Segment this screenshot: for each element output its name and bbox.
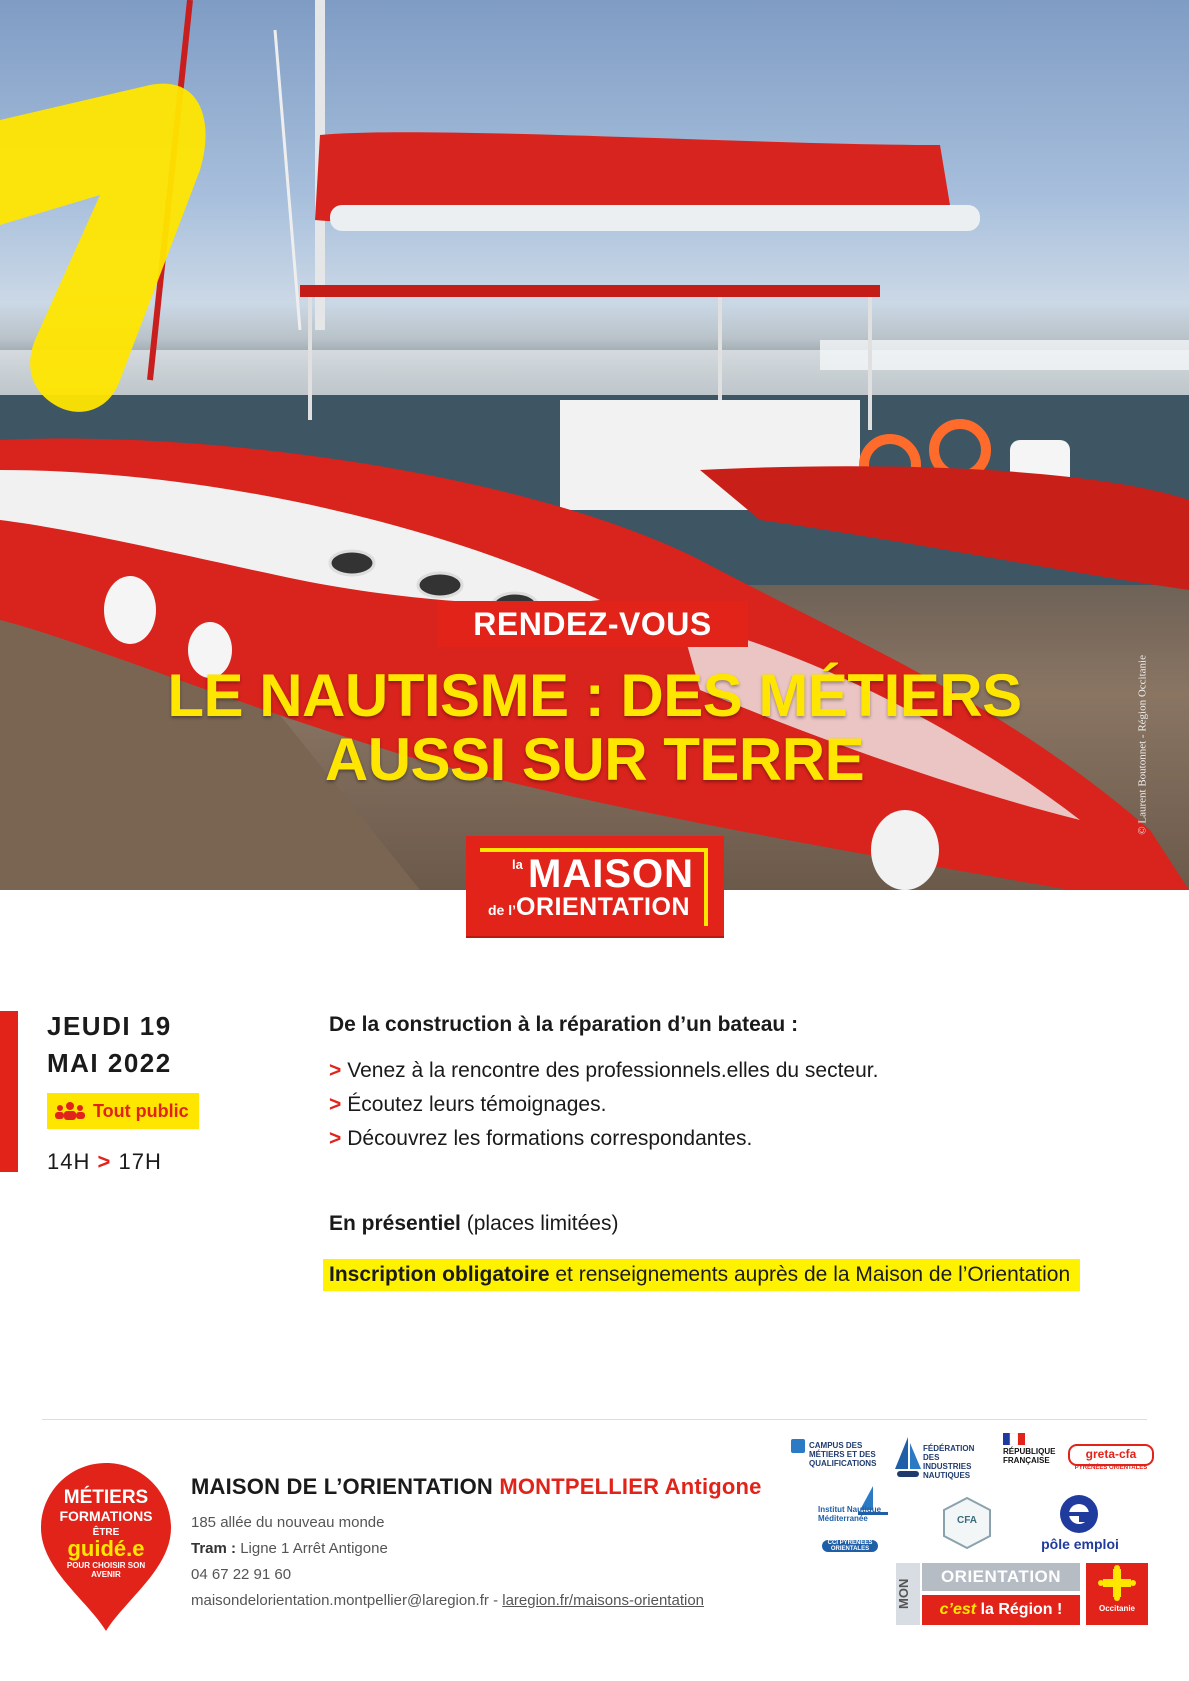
partner-federation: FÉDÉRATION DES INDUSTRIES NAUTIQUES (923, 1444, 975, 1480)
partner-greta-sub: PYRÉNÉES ORIENTALES (1074, 1465, 1148, 1471)
phone: 04 67 22 91 60 (191, 1566, 292, 1583)
partner-campus: CAMPUS DES MÉTIERS ET DES QUALIFICATIONS (809, 1441, 877, 1468)
metiers-formations-pin-logo (38, 1461, 174, 1633)
sailboat-icon (895, 1437, 921, 1481)
attendance-mode (329, 1212, 618, 1236)
campus-logo-icon (791, 1439, 805, 1453)
chevron-right-icon: > (329, 1127, 342, 1150)
pin-line-3: ÊTRE (92, 1527, 120, 1538)
org-name: MAISON DE L’ORIENTATION (191, 1474, 494, 1499)
email-link[interactable]: maisondelorientation.montpellier@laregion.fr (191, 1592, 489, 1609)
pin-line-1: MÉTIERS (63, 1487, 149, 1508)
chevron-right-icon: > (329, 1059, 342, 1082)
partner-institut: Institut Nautique Méditerranée (818, 1505, 882, 1523)
partner-republique: RÉPUBLIQUE FRANÇAISE (1003, 1447, 1056, 1465)
mon-orientation-banner (896, 1563, 1148, 1625)
pole-emploi-logo-icon (1059, 1494, 1099, 1534)
tram-info (191, 1536, 704, 1562)
pin-line-5: POUR CHOISIR SON AVENIR (66, 1561, 146, 1579)
logo-maison: MAISON (528, 852, 694, 896)
photo-credit: © Laurent Boutonnet - Région Occitanie (1137, 655, 1149, 835)
time-separator: > (97, 1149, 112, 1174)
contact-details (191, 1510, 704, 1614)
website-link[interactable]: laregion.fr/maisons-orientation (502, 1592, 705, 1609)
description-heading: De la construction à la réparation d’un bateau : (329, 1013, 799, 1036)
pin-line-2: FORMATIONS (59, 1508, 153, 1524)
mode-bold: En présentiel (329, 1212, 461, 1235)
page-title (60, 664, 1129, 792)
list-item-text: Découvrez les formations correspondantes. (347, 1127, 753, 1150)
occitanie-region-logo (1086, 1563, 1148, 1625)
logo-orientation: ORIENTATION (516, 893, 691, 921)
partner-greta: greta-cfa (1068, 1444, 1154, 1466)
tram-label: Tram : (191, 1540, 237, 1557)
logo-de: de l’ (488, 902, 517, 918)
partner-pole-emploi: pôle emploi (1041, 1536, 1119, 1552)
time-start: 14H (47, 1149, 91, 1174)
footer-divider (42, 1419, 1147, 1420)
logo-la: la (512, 857, 523, 872)
title-line-1: LE NAUTISME : DES MÉTIERS (167, 662, 1022, 729)
event-time (47, 1149, 162, 1175)
event-date (47, 1008, 172, 1082)
banner-cest: c’est (939, 1601, 977, 1618)
org-city: MONTPELLIER Antigone (499, 1474, 762, 1499)
pin-line-4: guidé.e (67, 1536, 145, 1561)
link-separator: - (493, 1592, 499, 1609)
banner-orientation: ORIENTATION (922, 1563, 1080, 1591)
list-item-text: Écoutez leurs témoignages. (347, 1093, 607, 1116)
registration-bold: Inscription obligatoire (329, 1263, 550, 1286)
date-line-2: MAI 2022 (47, 1048, 172, 1078)
title-line-2: AUSSI SUR TERRE (324, 726, 865, 793)
event-description (329, 1008, 1109, 1156)
maison-orientation-logo (466, 836, 724, 936)
registration-notice (323, 1259, 1080, 1291)
date-line-1: JEUDI 19 (47, 1011, 172, 1041)
accent-bar (0, 1011, 18, 1172)
occitan-cross-icon (1086, 1563, 1148, 1603)
tram-value: Ligne 1 Arrêt Antigone (240, 1540, 388, 1557)
list-item (329, 1054, 1109, 1088)
french-flag-icon (1003, 1433, 1025, 1445)
list-item (329, 1088, 1109, 1122)
partner-cci: CCI PYRÉNÉES ORIENTALES (822, 1540, 878, 1552)
rendez-vous-label: RENDEZ-VOUS (437, 601, 748, 647)
organization-name (191, 1474, 762, 1500)
mode-rest: (places limitées) (466, 1212, 619, 1235)
address: 185 allée du nouveau monde (191, 1514, 385, 1531)
audience-label: Tout public (93, 1101, 189, 1121)
chevron-right-icon: > (329, 1093, 342, 1116)
list-item (329, 1122, 1109, 1156)
people-icon (55, 1101, 85, 1121)
list-item-text: Venez à la rencontre des professionnels.elles du secteur. (347, 1059, 879, 1082)
occitanie-label: Occitanie (1098, 1604, 1135, 1613)
banner-mon: MON (896, 1563, 920, 1625)
time-end: 17H (118, 1149, 162, 1174)
partner-cfa: CFA (957, 1515, 977, 1526)
banner-la-region: la Région ! (980, 1601, 1063, 1618)
brand-stroke-decoration (0, 0, 220, 440)
contact-links (191, 1588, 704, 1614)
audience-badge (47, 1093, 199, 1129)
registration-rest: et renseignements auprès de la Maison de l’Orientation (555, 1263, 1071, 1286)
banner-region (922, 1595, 1080, 1625)
